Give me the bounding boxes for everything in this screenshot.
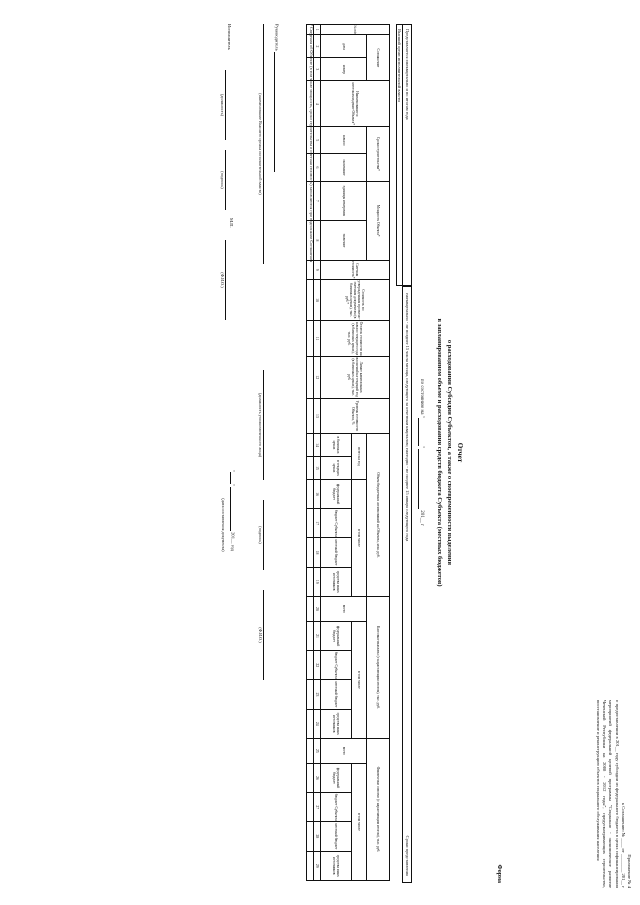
- column-number-cell: 25: [314, 738, 321, 763]
- table-cell[interactable]: [307, 321, 314, 356]
- as-of-month-field[interactable]: [418, 449, 424, 509]
- column-number-cell: 13: [314, 398, 321, 433]
- date-year: 201__ год: [230, 532, 236, 551]
- th-alloc-local: местный бюджет: [321, 538, 352, 567]
- th-agreement-number: номер: [321, 58, 367, 81]
- th-cash-local: местный бюджет: [321, 680, 352, 709]
- column-number-cell: 17: [314, 509, 321, 538]
- executor-name-caption: (Ф.И.О.): [220, 240, 226, 320]
- head-signature-line[interactable]: [274, 52, 280, 172]
- table-cell[interactable]: [307, 763, 314, 792]
- th-cash-including: в том числе: [352, 621, 367, 738]
- column-number-cell: 26: [314, 763, 321, 792]
- th-spent-subject: бюджет Субъекта: [321, 793, 352, 822]
- stamp-mark: М.П.: [229, 218, 234, 228]
- table-cell[interactable]: [307, 567, 314, 596]
- th-spent-total: всего: [321, 738, 367, 763]
- report-subtitle-1: о расходовании Субсидии Субъектом, а также о своевременности выделения: [446, 339, 453, 566]
- th-object-name: Наименование и местонахождение Объекта*: [321, 81, 390, 127]
- table-cell[interactable]: [307, 680, 314, 709]
- th-spent-federal: федеральный бюджет: [321, 763, 352, 792]
- th-design-cost: Стоимость по утвержденным проектно-сметным документам (в базисных ценах), тыс. руб.*: [321, 279, 390, 321]
- form-label: Форма: [496, 864, 502, 883]
- date-caption: (дата составления документа): [221, 498, 226, 552]
- column-number-cell: 10: [314, 279, 321, 321]
- executor-position-caption: (должность): [220, 70, 226, 140]
- column-number-cell: 7: [314, 181, 321, 221]
- report-table: [306, 24, 390, 881]
- column-number-cell: 23: [314, 680, 321, 709]
- executor-signature-caption: (подпись): [220, 150, 226, 210]
- table-cell[interactable]: [307, 596, 314, 621]
- th-readiness: Уровень готовности Объекта, %: [321, 398, 390, 433]
- column-number-row: [314, 25, 321, 881]
- table-cell[interactable]: [307, 434, 314, 457]
- th-estimated-cost: Сметная стоимость*: [321, 260, 390, 279]
- deadline-text: ежеквартально - не позднее 15 числа месяца, следующего за отчетным кварталом; ежегодно - не позднее 15 января следующего года: [405, 293, 410, 542]
- th-spent-local: местный бюджет: [321, 822, 352, 851]
- th-number: № п/п: [321, 25, 390, 35]
- table-cell[interactable]: [307, 793, 314, 822]
- column-number-cell: 3: [314, 58, 321, 81]
- th-alloc-other: средства иных источников: [321, 567, 352, 596]
- table-cell[interactable]: [307, 457, 314, 480]
- th-alloc-base-prices: в базисных ценах: [321, 434, 352, 457]
- as-of-day-field[interactable]: [418, 418, 424, 446]
- column-number-cell: 6: [314, 154, 321, 181]
- th-spent-other: средства иных источников: [321, 851, 352, 880]
- footnote: * Сведения об Объекте (в том числе мощность, сроки строительства и сметная стоимость) заполняются при подписании Соглашения: [309, 24, 314, 263]
- table-cell[interactable]: [307, 621, 314, 650]
- th-capacity-value: значение: [321, 221, 367, 261]
- report-title: Отчет: [456, 442, 464, 463]
- submission-box: [396, 24, 412, 286]
- appendix-body: о предоставлении в 201__ году субсидии из федерального бюджета в целях софинансирования мероприятий федеральной целевой программы "Социально - экономическое развитие Чеченской Республики на 2008 - 2012 годы", предусматривающих строительство, восстановление и реконструкцию объектов социального обслуживания населения: [596, 700, 620, 888]
- date-day-field[interactable]: [230, 472, 236, 484]
- column-number-cell: 29: [314, 851, 321, 880]
- table-cell[interactable]: [307, 738, 314, 763]
- column-number-cell: 28: [314, 822, 321, 851]
- th-alloc-subject: бюджет Субъекта: [321, 509, 352, 538]
- th-construction-period: Сроки строительства*: [367, 127, 390, 181]
- column-number-cell: 4: [314, 81, 321, 127]
- report-subtitle-2: в запланированном объеме и расходовании средств бюджета Субъекта (местных бюджетов): [436, 318, 443, 587]
- column-number-cell: 18: [314, 538, 321, 567]
- table-cell[interactable]: [307, 709, 314, 738]
- table-cell[interactable]: [307, 398, 314, 433]
- th-capacity: Мощность Объекта*: [367, 181, 390, 260]
- table-cell[interactable]: [307, 260, 314, 279]
- appendix-number: Приложение № 4: [627, 854, 632, 888]
- column-number-cell: 5: [314, 127, 321, 154]
- th-alloc-total: всего на год: [352, 434, 367, 480]
- column-number-cell: 12: [314, 356, 321, 398]
- th-start: начало: [321, 127, 367, 154]
- appendix-block: [595, 700, 632, 888]
- th-cash-total: всего: [321, 596, 367, 621]
- column-number-cell: 27: [314, 793, 321, 822]
- th-cash-other: средства иных источников: [321, 709, 352, 738]
- head-position-caption: (должность уполномоченного лица): [258, 370, 264, 480]
- column-number-cell: 15: [314, 457, 321, 480]
- table-cell[interactable]: [307, 851, 314, 880]
- th-cash-subject: бюджет Субъекта: [321, 651, 352, 680]
- as-of-date: по состоянию на "" 201__ г: [419, 378, 424, 527]
- table-cell[interactable]: [307, 538, 314, 567]
- head-name-caption: (Ф.И.О.): [258, 590, 264, 680]
- column-number-cell: 14: [314, 434, 321, 457]
- th-spent-including: в том числе: [352, 763, 367, 880]
- as-of-prefix: по состоянию на ": [419, 378, 424, 418]
- appendix-agreement: к Соглашению № ____ от ________ 201__ г: [620, 802, 626, 888]
- head-org-caption: (наименование Высшего органа исполнительной власти): [258, 24, 264, 264]
- column-number-cell: 11: [314, 321, 321, 356]
- th-alloc-current-prices: в текущих ценах: [321, 457, 352, 480]
- column-number-cell: 19: [314, 567, 321, 596]
- executor-block: [227, 24, 233, 50]
- submitting-authority: Высший орган исполнительной власти: [397, 25, 403, 285]
- th-cash-federal: федеральный бюджет: [321, 621, 352, 650]
- document-date: "" 201__ год: [230, 470, 236, 551]
- th-capital-limit: Лимит капитальных вложений на текущий год (в базисных ценах), тыс. руб.: [321, 356, 390, 398]
- as-of-year: 201__ г: [419, 510, 424, 527]
- executor-label: Исполнитель: [227, 24, 232, 50]
- th-remaining-cost: Остаток стоимости на начало текущего года (в базисных ценах), тыс. руб.: [321, 321, 390, 356]
- th-units: единицы измерения: [321, 181, 367, 221]
- th-actual-spent: Фактически освоено (с нарастающим итогом), тыс. руб.: [367, 738, 390, 880]
- table-cell[interactable]: [307, 356, 314, 398]
- column-number-cell: 20: [314, 596, 321, 621]
- th-agreement: Соглашение: [367, 35, 390, 81]
- date-month-field[interactable]: [230, 487, 236, 531]
- table-cell[interactable]: [307, 651, 314, 680]
- column-number-cell: 22: [314, 651, 321, 680]
- column-number-cell: 2: [314, 35, 321, 58]
- table-cell[interactable]: [307, 479, 314, 508]
- head-label: Руководитель: [274, 24, 280, 51]
- column-number-cell: 8: [314, 221, 321, 261]
- head-signature-caption: (подпись): [258, 500, 264, 570]
- th-alloc-federal: федеральный бюджет: [321, 479, 352, 508]
- th-budget-allocations: Объем бюджетных ассигнований на Объекты, млн. руб.: [367, 434, 390, 597]
- table-cell[interactable]: [307, 822, 314, 851]
- column-number-cell: 16: [314, 479, 321, 508]
- column-number-cell: 9: [314, 260, 321, 279]
- table-cell[interactable]: [307, 279, 314, 321]
- head-signature-block: [274, 24, 280, 172]
- deadline-label: Сроки представления: [405, 835, 410, 876]
- th-cash-payments: Кассовые выплаты (с нарастающим итогом), тыс. руб.: [367, 596, 390, 738]
- column-number-cell: 1: [314, 25, 321, 35]
- table-cell[interactable]: [307, 509, 314, 538]
- th-alloc-including: в том числе: [352, 479, 367, 596]
- submission-frequency: Представляется ежеквартально и по итогам года: [405, 29, 410, 120]
- column-number-cell: 24: [314, 709, 321, 738]
- column-number-cell: 21: [314, 621, 321, 650]
- deadline-box: [402, 286, 412, 883]
- th-agreement-date: дата: [321, 35, 367, 58]
- th-end: окончание: [321, 154, 367, 181]
